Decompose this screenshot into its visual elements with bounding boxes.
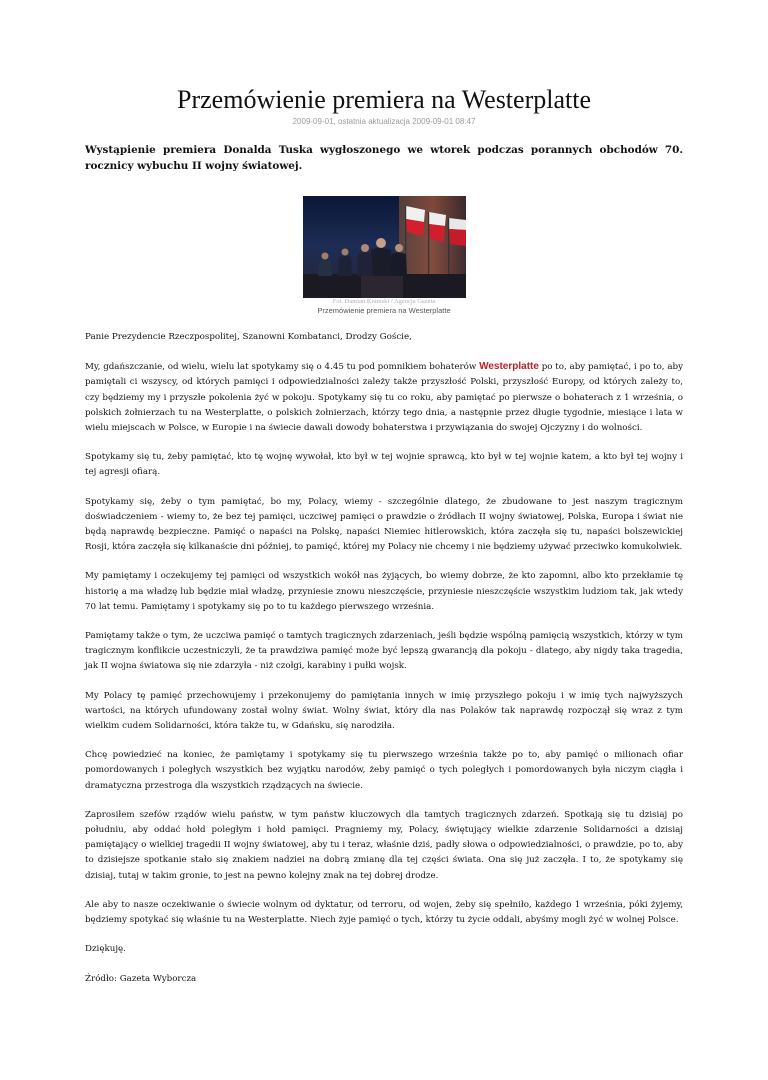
photo-illustration — [303, 196, 466, 298]
body-paragraph: Spotykamy się tu, żeby pamiętać, kto tę wojnę wywołał, kto był w tej wojnie sprawcą, kto był w tej wojnie katem, a kto był tej wojny i tej agresji ofiarą. — [85, 452, 683, 478]
thanks-paragraph: Dziękuję. — [85, 944, 126, 955]
article-date: 2009-09-01, ostatnia aktualizacja 2009-09-01 08:47 — [292, 117, 476, 126]
body-paragraph: Chcę powiedzieć na koniec, że pamiętamy i spotykamy się tu pierwszego września także po to, aby pamięć o milionach ofiar pomordowanych i poległych wszystkich bez wyjątku narodów, żeby pamięć o tych poległych i pomordowanych była niczym ciągła i dramatyczna przestroga dla wszystkich rządzących na świecie. — [85, 750, 683, 791]
westerplatte-link[interactable]: Westerplatte — [479, 361, 539, 373]
body-paragraph: Ale aby to nasze oczekiwanie o świecie wolnym od dyktatur, od terroru, od wojen, żeby się spełniło, każdego 1 września, póki żyjemy, będziemy spotykać się właśnie tu na Westerplatte. Niech żyje pamięć o tych, którzy tu życie oddali, abyśmy mogli żyć w wolnej Polsce. — [85, 899, 683, 926]
photo-caption: Przemówienie premiera na Westerplatte — [317, 306, 451, 315]
article-photo[interactable] — [303, 196, 466, 298]
article-body — [85, 330, 683, 987]
body-paragraph: Spotykamy się, żeby o tym pamiętać, bo my, Polacy, wiemy - szczególnie dlatego, że zbudowane to jest naszym tragicznym doświadczeniem - wiemy to, że bez tej pamięci, uczciwej pamięci o prawdzie o źródłach II wojny światowej, Polska, Europa i świat nie będą naprawdę bezpieczne. Pamięć o napaści na Polskę, napaści Niemiec hitlerowskich, która zaczęła się tu, napaści bolszewickiej Rosji, która zaczęła się kilkanaście dni później, to pamięć, której my Polacy nie chcemy i nie będziemy używać przeciwko komukolwiek. — [85, 496, 683, 553]
source-line: Źródło: Gazeta Wyborcza — [85, 973, 197, 984]
paragraph-text: po to, aby pamiętać, i po to, aby pamiętali ci wszyscy, od których pamięci i odpowiedzialności zależy także przyszłość Polski, przyszłość Europy, od których zależy to, czy będziemy my i przyszłe pokolenia żyć w pokoju. Spotykamy się tu co roku, aby pamiętać po pierwsze o bohaterach z 1 września, o polskich żołnierzach tu na Westerplatte, o polskich żołnierzach, którzy tego dnia, a następnie przez długie tygodnie, miesiące i lata w wielu miejscach w Polsce, w Europie i na świecie dawali dowody bohaterstwa i przywiązania do swojej Ojczyzny i do wolności. — [85, 362, 683, 434]
body-paragraph: Zaprosiłem szefów rządów wielu państw, w tym państw kluczowych dla tamtych tragicznych zdarzeń. Spotkają się tu dzisiaj po południu, aby oddać hołd poległym i hołd pamięci. Pragniemy my, Polacy, świętujący wielkie zdarzenie Solidarności a dzisiaj pamiętający o wielkiej tragedii II wojny światowej, aby tu i teraz, właśnie dziś, padły słowa o odpowiedzialności, o prawdzie, po to, aby to dzisiejsze spotkanie stało się znakiem nadziei na dobrą zmianę dla tej części świata. Ona się już zaczęła. I to, że spotykamy się dzisiaj, tutaj w takim gronie, to jest na pewno kolejny znak na tej dobrej drodze. — [85, 809, 683, 881]
greeting-paragraph: Panie Prezydencie Rzeczpospolitej, Szanowni Kombatanci, Drodzy Goście, — [85, 332, 412, 342]
body-paragraph — [85, 359, 683, 436]
page-title: Przemówienie premiera na Westerplatte — [177, 85, 591, 114]
article-lead: Wystąpienie premiera Donalda Tuska wygłoszonego we wtorek podczas porannych obchodów 70. rocznicy wybuchu II wojny światowej. — [85, 144, 683, 172]
body-paragraph: My Polacy tę pamięć przechowujemy i przekonujemy do pamiętania innych w imię przyszłego pokoju i w imię tych najwyższych wartości, na których ufundowany został wolny świat. Wolny świat, który dla nas Polaków tak naprawdę rozpoczął się wraz z tym wielkim cudem Solidarności, która także tu, w Gdańsku, się narodziła. — [85, 690, 683, 732]
paragraph-text: My, gdańszczanie, od wielu, wielu lat spotykamy się o 4.45 tu pod pomnikiem bohaterów — [85, 362, 480, 373]
article — [0, 86, 768, 987]
photo-credit: Fot. Damian Kramski / Agencja Gazeta — [332, 298, 436, 305]
body-paragraph: My pamiętamy i oczekujemy tej pamięci od wszystkich wokół nas żyjących, bo wiemy dobrze, że kto zapomni, albo kto przekłamie tę historię a ma władzę lub będzie miał władzę, przyniesie znowu nieszczęście, przyniesie nieszczęście wszystkim ludziom tak, jak wtedy 70 lat temu. Pamiętamy i spotykamy się po to tu każdego pierwszego września. — [85, 571, 683, 612]
body-paragraph: Pamiętamy także o tym, że uczciwa pamięć o tamtych tragicznych zdarzeniach, jeśli będzie wspólną pamięcią wszystkich, którzy w tym tragicznym konflikcie uczestniczyli, że ta prawdziwa pamięć może być lepszą gwarancją dla pokoju - dlatego, aby nigdy taka tragedia, jak II wojna światowa się nie zdarzyła - niż czołgi, karabiny i pułki wojsk. — [85, 631, 683, 672]
article-figure — [294, 196, 474, 316]
